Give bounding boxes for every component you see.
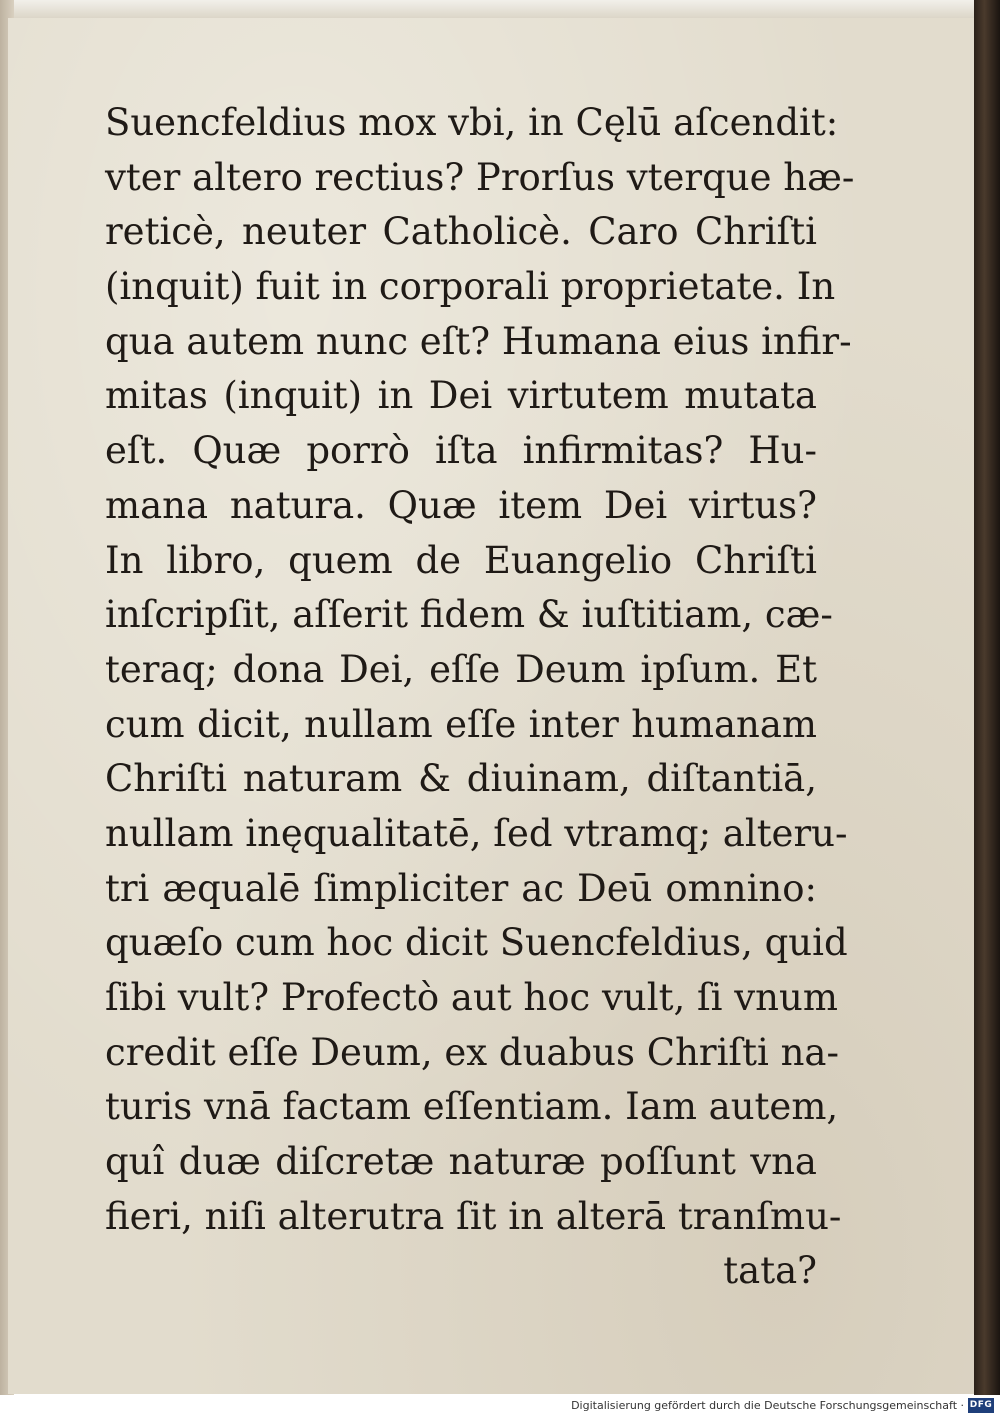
viewer-footer [0, 1395, 1000, 1417]
text-line-14: nullam inęqualitatē, ſed vtramq; alteru- [105, 811, 848, 855]
scan-top-margin [0, 0, 1000, 18]
text-line-16: quæſo cum hoc dicit Suencfeldius, quid [105, 921, 848, 965]
funding-credit: Digitalisierung gefördert durch die Deutsche Forschungsgemeinschaft · [571, 1399, 964, 1412]
text-line-8: mana natura. Quæ item Dei virtus? [105, 483, 817, 527]
dfg-logo: DFG [968, 1398, 994, 1413]
text-line-20: quî duæ diſcretæ naturæ poſſunt vna [105, 1140, 817, 1184]
text-line-3: reticè, neuter Catholicè. Caro Chriſti [105, 210, 817, 254]
text-line-21: fieri, niſi alterutra ſit in alterā tranſmu- [105, 1194, 842, 1238]
text-line-10: inſcripſit, aſſerit fidem & iuſtitiam, cæ- [105, 593, 833, 637]
text-line-13: Chriſti naturam & diuinam, diſtantiā, [105, 757, 817, 801]
book-gutter [974, 0, 1000, 1395]
text-line-17: ſibi vult? Profectò aut hoc vult, ſi vnum [105, 976, 838, 1019]
page-text [105, 96, 855, 1299]
text-line-6: mitas (inquit) in Dei virtutem mutata [105, 374, 817, 418]
catchword-line: tata? [723, 1249, 817, 1293]
text-line-15: tri æqualē ſimpliciter ac Deū omnino: [105, 866, 817, 910]
text-line-9: In libro, quem de Euangelio Chriſti [105, 538, 817, 582]
text-line-2: vter altero rectius? Prorſus vterque hæ- [105, 155, 855, 199]
text-line-4: (inquit) fuit in corporali proprietate. In [105, 265, 836, 309]
text-line-7: eſt. Quæ porrò iſta infirmitas? Hu- [105, 429, 817, 473]
text-line-19: turis vnā factam eſſentiam. Iam autem, [105, 1085, 839, 1129]
text-line-5: qua autem nunc eſt? Humana eius infir- [105, 319, 852, 363]
text-line-1: Suencfeldius mox vbi, in Cęlū aſcendit: [105, 101, 839, 144]
text-line-11: teraq; dona Dei, eſſe Deum ipſum. Et [105, 647, 817, 691]
text-line-18: credit eſſe Deum, ex duabus Chriſti na- [105, 1030, 839, 1074]
text-line-12: cum dicit, nullam eſſe inter humanam [105, 702, 817, 746]
